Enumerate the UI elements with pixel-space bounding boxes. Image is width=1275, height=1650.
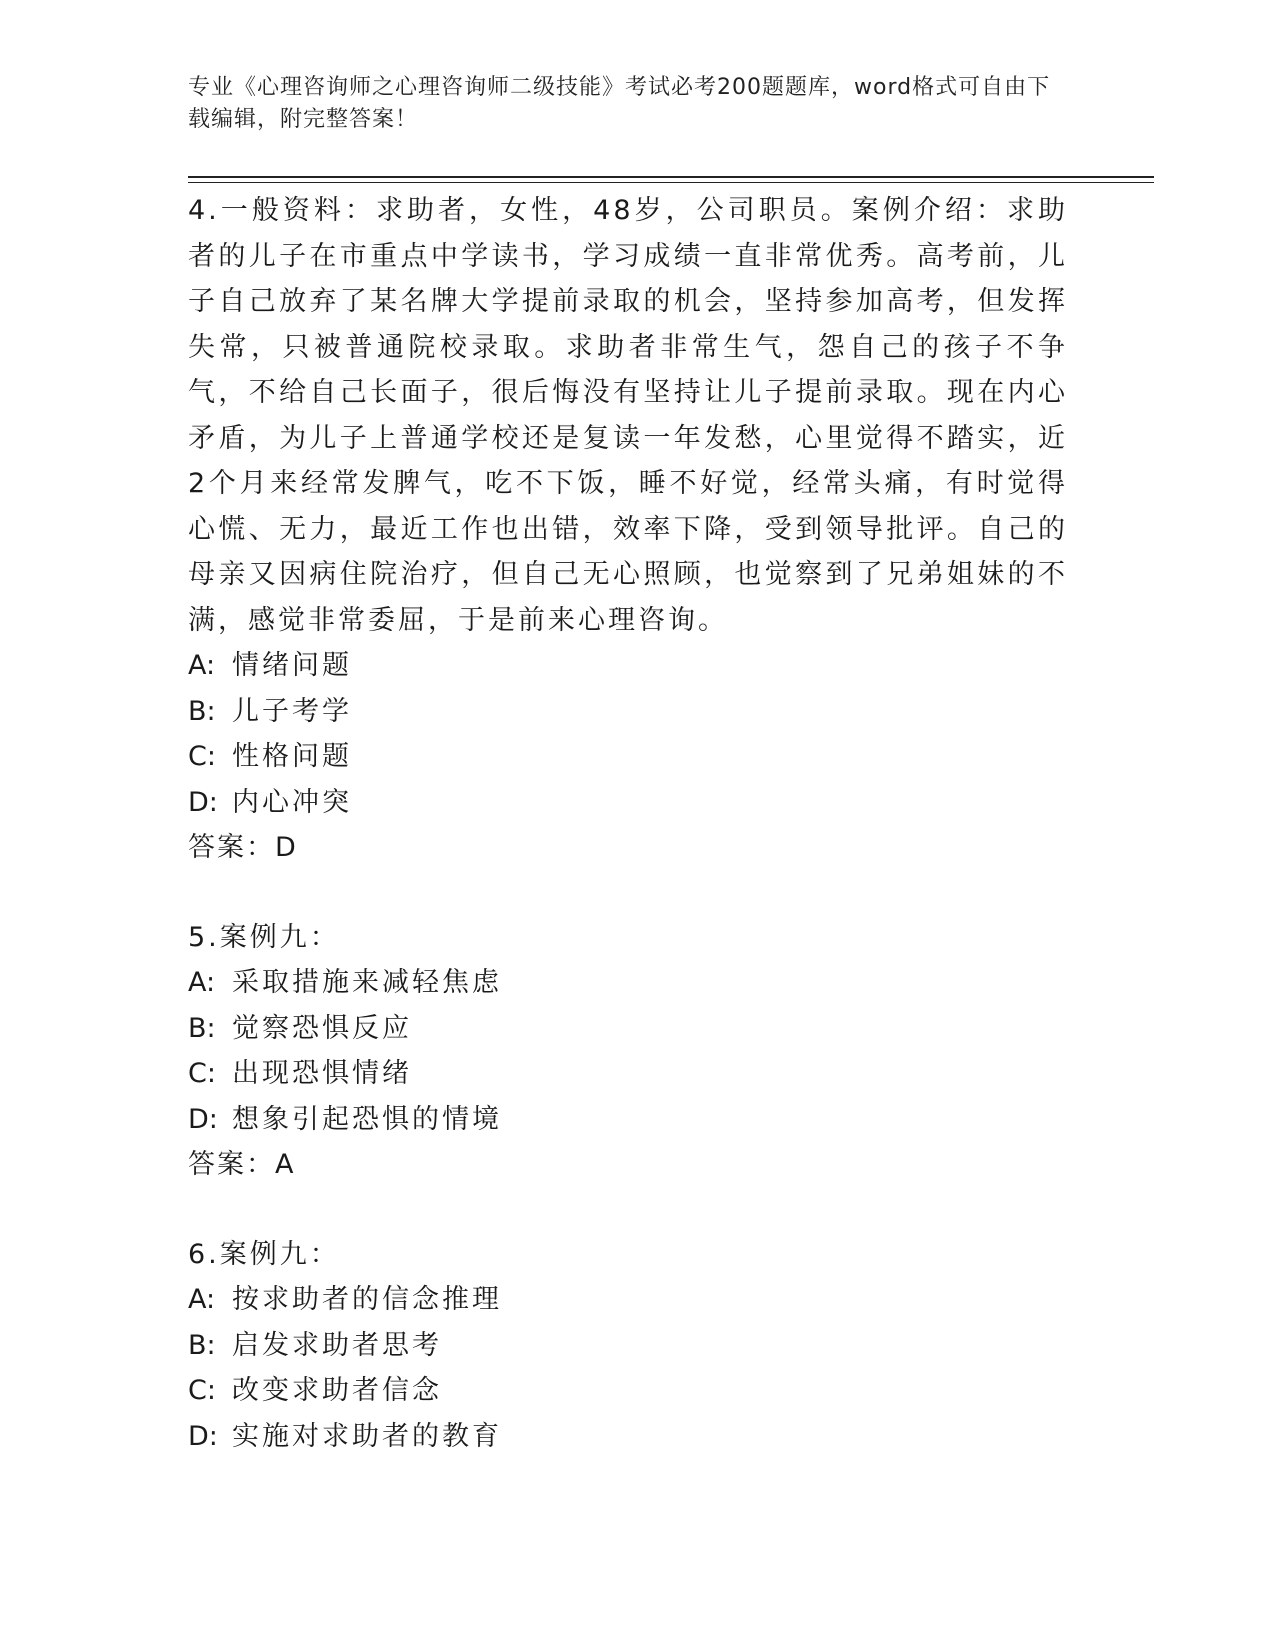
option-text: 出现恐惧情绪 bbox=[232, 1058, 412, 1089]
option-text: 性格问题 bbox=[232, 741, 352, 772]
option-b bbox=[188, 1006, 1068, 1052]
question-stem: 5.案例九： bbox=[188, 921, 340, 953]
option-text: 按求助者的信念推理 bbox=[232, 1284, 502, 1315]
option-letter: D: bbox=[188, 1103, 218, 1135]
question-4 bbox=[188, 188, 1068, 871]
question-stem: 4.一般资料：求助者，女性，48岁，公司职员。案例介绍：求助者的儿子在市重点中学读书，学习成绩一直非常优秀。高考前，儿子自己放弃了某名牌大学提前录取的机会，坚持参加高考，但发挥失常，只被普通院校录取。求助者非常生气，怨自己的孩子不争气，不给自己长面子，很后悔没有坚持让儿子提前录取。现在内心矛盾，为儿子上普通学校还是复读一年发愁，心里觉得不踏实，近2个月来经常发脾气，吃不下饭，睡不好觉，经常头痛，有时觉得心慌、无力，最近工作也出错，效率下降，受到领导批评。自己的母亲又因病住院治疗，但自己无心照顾，也觉察到了兄弟姐妹的不满，感觉非常委屈，于是前来心理咨询。 bbox=[188, 195, 1068, 636]
option-b bbox=[188, 1323, 1068, 1369]
option-text: 情绪问题 bbox=[232, 650, 352, 681]
option-d bbox=[188, 780, 1068, 826]
answer-line: 答案：D bbox=[188, 832, 298, 863]
option-letter: C: bbox=[188, 1058, 216, 1089]
header-divider-thin bbox=[188, 182, 1154, 183]
option-letter: D: bbox=[188, 1420, 218, 1452]
option-text: 觉察恐惧反应 bbox=[232, 1012, 412, 1044]
option-text: 改变求助者信念 bbox=[232, 1375, 442, 1406]
answer-line: 答案：A bbox=[188, 1149, 296, 1180]
option-text: 内心冲突 bbox=[232, 786, 352, 818]
option-d bbox=[188, 1414, 1068, 1460]
option-c bbox=[188, 734, 1068, 780]
option-text: 实施对求助者的教育 bbox=[232, 1420, 502, 1452]
option-letter: C: bbox=[188, 1375, 216, 1406]
document-header: 专业《心理咨询师之心理咨询师二级技能》考试必考200题题库，word格式可自由下载编辑，附完整答案！ bbox=[188, 75, 1051, 132]
question-stem: 6.案例九： bbox=[188, 1238, 340, 1270]
spacer bbox=[188, 871, 1068, 915]
header-divider-thick bbox=[188, 176, 1154, 178]
option-letter: A: bbox=[188, 650, 216, 681]
option-letter: B: bbox=[188, 695, 216, 727]
option-letter: A: bbox=[188, 967, 216, 998]
option-text: 采取措施来减轻焦虑 bbox=[232, 967, 502, 998]
option-d bbox=[188, 1097, 1068, 1143]
option-a bbox=[188, 643, 1068, 689]
option-letter: A: bbox=[188, 1284, 216, 1315]
option-letter: B: bbox=[188, 1012, 216, 1044]
option-text: 儿子考学 bbox=[232, 695, 352, 727]
question-5 bbox=[188, 915, 1068, 1188]
option-c bbox=[188, 1368, 1068, 1414]
option-letter: D: bbox=[188, 786, 218, 818]
option-a bbox=[188, 960, 1068, 1006]
option-b bbox=[188, 689, 1068, 735]
option-text: 想象引起恐惧的情境 bbox=[232, 1103, 502, 1135]
question-list bbox=[188, 188, 1068, 1459]
option-text: 启发求助者思考 bbox=[232, 1329, 442, 1361]
option-letter: C: bbox=[188, 741, 216, 772]
spacer bbox=[188, 1188, 1068, 1232]
option-c bbox=[188, 1051, 1068, 1097]
option-a bbox=[188, 1277, 1068, 1323]
option-letter: B: bbox=[188, 1329, 216, 1361]
question-6 bbox=[188, 1232, 1068, 1460]
